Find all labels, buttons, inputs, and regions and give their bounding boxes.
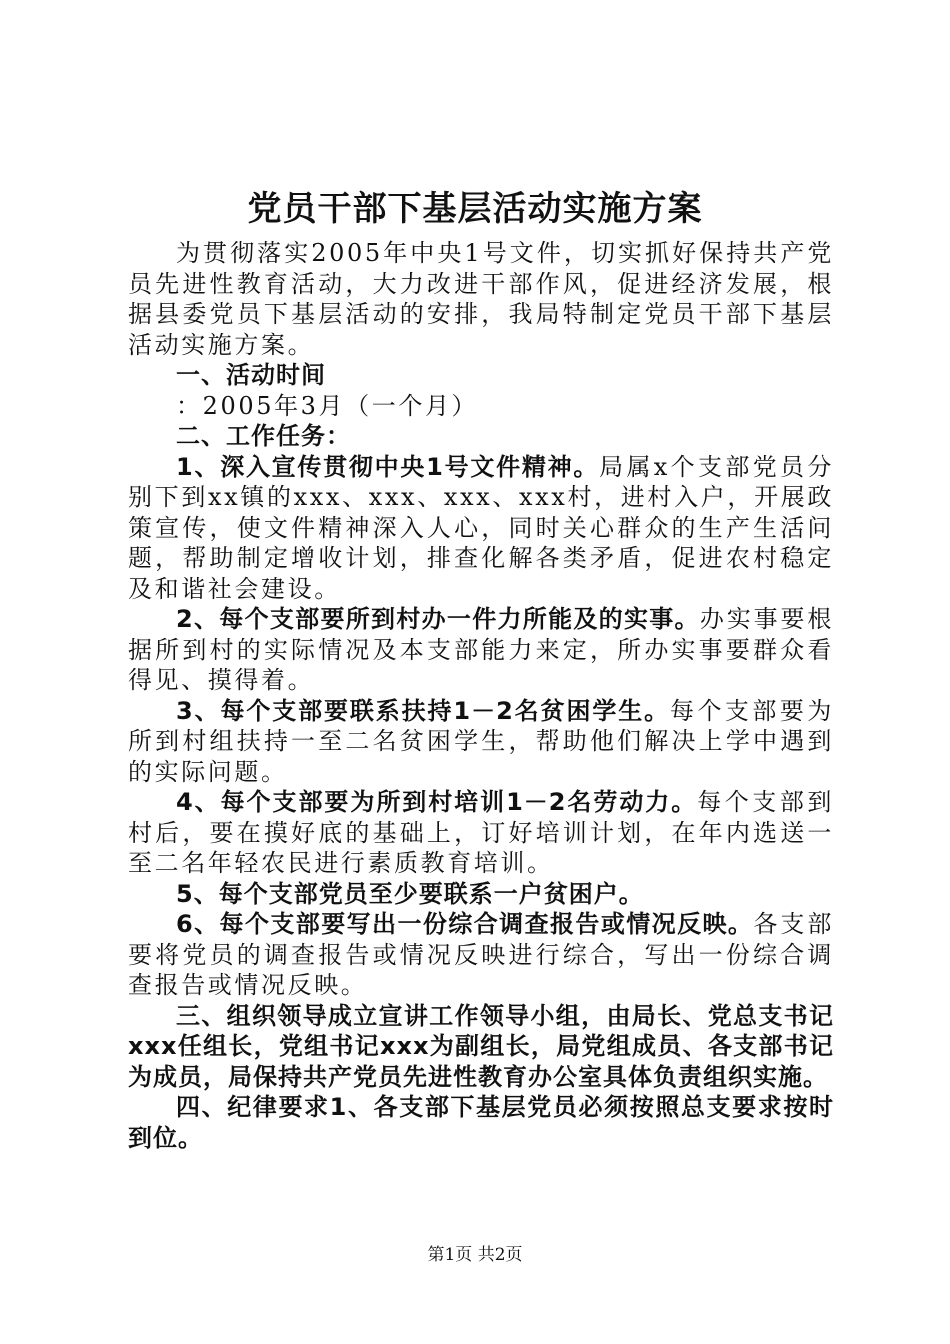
task-lead: 2、每个支部要所到村办一件力所能及的实事。 <box>176 605 700 633</box>
document-body <box>128 238 834 1153</box>
section1-heading: 一、活动时间 <box>176 361 326 389</box>
task-lead: 6、每个支部要写出一份综合调查报告或情况反映。 <box>176 910 754 938</box>
task-item <box>128 909 834 1001</box>
section1-text: ：2005年3月（一个月） <box>176 391 479 420</box>
task-item <box>128 604 834 696</box>
section2-heading: 二、工作任务： <box>176 422 351 450</box>
task-item <box>128 452 834 605</box>
section3-paragraph: 三、组织领导成立宣讲工作领导小组，由局长、党总支书记xxx任组长，党组书记xxx为副组长，局党组成员、各支部书记为成员，局保持共产党员先进性教育办公室具体负责组织实施。 <box>128 1001 834 1091</box>
task-text: 办实事要根据所到村的实际情况及本支部能力来定，所办实事要群众看得见、摸得着。 <box>128 605 834 694</box>
page-footer: 第1页 共2页 <box>427 1245 523 1265</box>
task-text: 各支部要将党员的调查报告或情况反映进行综合，写出一份综合调查报告或情况反映。 <box>128 910 834 999</box>
section4-paragraph: 四、纪律要求1、各支部下基层党员必须按照总支要求按时到位。 <box>128 1093 834 1152</box>
task-item <box>128 879 834 910</box>
task-lead: 3、每个支部要联系扶持1－2名贫困学生。 <box>176 696 670 725</box>
document-title: 党员干部下基层活动实施方案 <box>247 189 703 229</box>
task-text: 局属x个支部党员分别下到xx镇的xxx、xxx、xxx、xxx村，进村入户，开展政策宣传，使文件精神深入人心，同时关心群众的生产生活问题，帮助制定增收计划，排查化解各类矛盾，促进农村稳定及和谐社会建设。 <box>128 452 834 603</box>
task-item <box>128 787 834 879</box>
intro-paragraph: 为贯彻落实2005年中央1号文件，切实抓好保持共产党员先进性教育活动，大力改进干部作风，促进经济发展，根据县委党员下基层活动的安排，我局特制定党员干部下基层活动实施方案。 <box>128 239 834 359</box>
task-lead: 4、每个支部要为所到村培训1－2名劳动力。 <box>176 788 698 816</box>
task-item <box>128 696 834 788</box>
task-lead: 1、深入宣传贯彻中央1号文件精神。 <box>176 452 600 481</box>
task-text: 每个支部到村后，要在摸好底的基础上，订好培训计划，在年内选送一至二名年轻农民进行素质教育培训。 <box>128 788 834 877</box>
task-lead: 5、每个支部党员至少要联系一户贫困户。 <box>176 879 644 908</box>
task-text: 每个支部要为所到村组扶持一至二名贫困学生，帮助他们解决上学中遇到的实际问题。 <box>128 696 834 786</box>
